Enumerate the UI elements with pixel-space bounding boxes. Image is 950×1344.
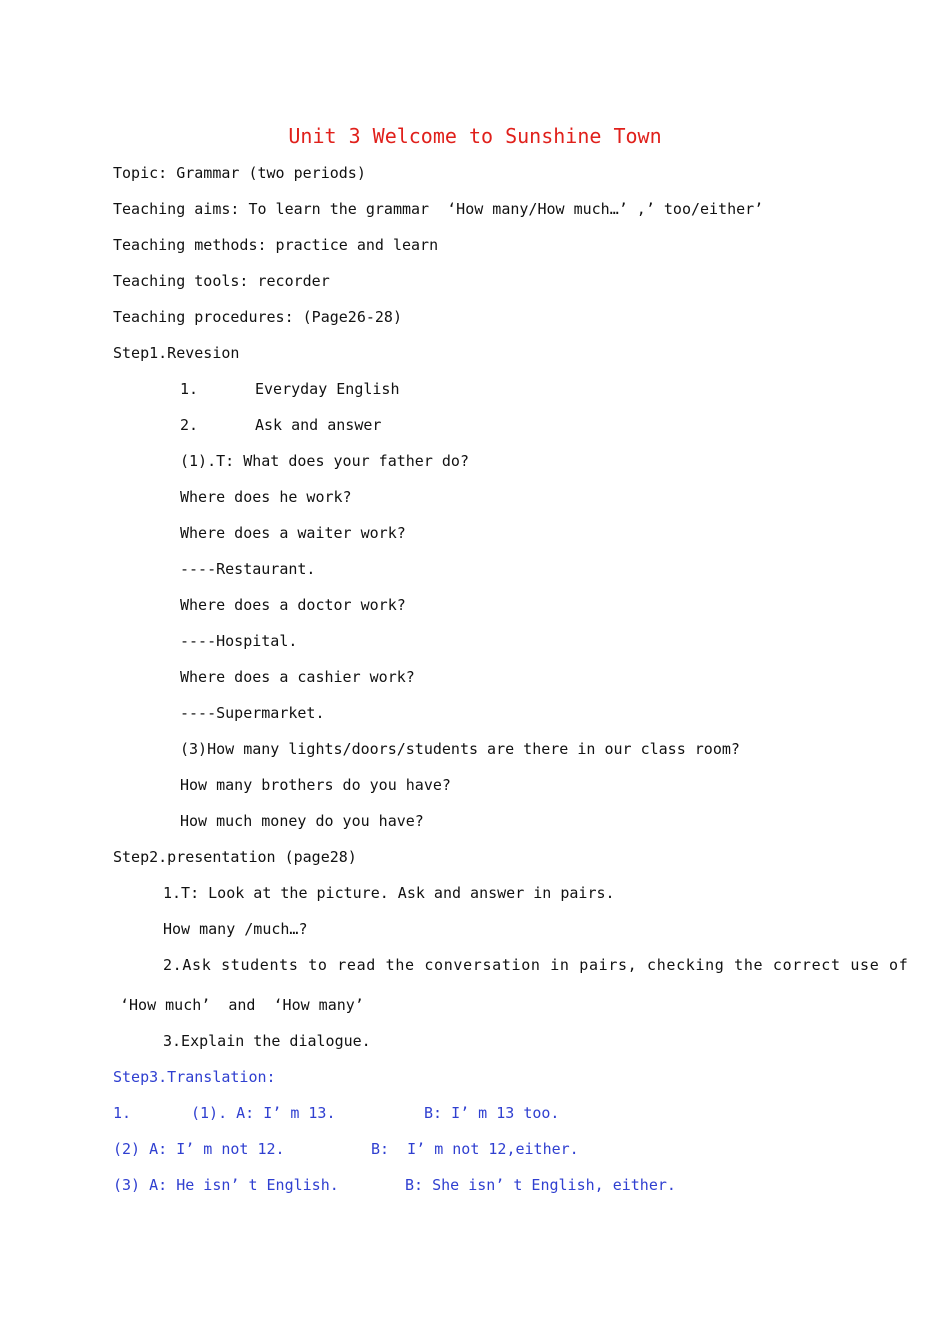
teaching-procedures-line: Teaching procedures: (Page26-28) xyxy=(113,308,402,326)
step1-line: Where does a waiter work? xyxy=(180,524,406,542)
step1-line: How much money do you have? xyxy=(180,812,424,830)
step1-line: Where does a doctor work? xyxy=(180,596,406,614)
step1-item1-number: 1. xyxy=(180,380,199,398)
step3-row1-a: (1). A: I’ m 13. xyxy=(191,1104,336,1122)
step1-line: ----Hospital. xyxy=(180,632,298,650)
step1-line: (1).T: What does your father do? xyxy=(180,452,469,470)
step1-line: (3)How many lights/doors/students are there in our class room? xyxy=(180,740,740,758)
step1-item2-number: 2. xyxy=(180,416,199,434)
step1-heading: Step1.Revesion xyxy=(113,344,240,362)
teaching-tools-line: Teaching tools: recorder xyxy=(113,272,330,290)
topic-line: Topic: Grammar (two periods) xyxy=(113,164,366,182)
step2-line: 2.Ask students to read the conversation in pairs, checking the correct use of xyxy=(163,956,909,974)
step3-row1-number: 1. xyxy=(113,1104,132,1122)
step3-row2-b: B: I’ m not 12,either. xyxy=(371,1140,579,1158)
step3-row1-b: B: I’ m 13 too. xyxy=(424,1104,560,1122)
teaching-methods-line: Teaching methods: practice and learn xyxy=(113,236,439,254)
step1-line: ----Supermarket. xyxy=(180,704,325,722)
step1-item1-text: Everyday English xyxy=(255,380,400,398)
step2-line: 3.Explain the dialogue. xyxy=(163,1032,371,1050)
step1-line: How many brothers do you have? xyxy=(180,776,451,794)
step3-row2-a: (2) A: I’ m not 12. xyxy=(113,1140,285,1158)
step3-row3-a: (3) A: He isn’ t English. xyxy=(113,1176,339,1194)
step1-item2-text: Ask and answer xyxy=(255,416,382,434)
step3-row3-b: B: She isn’ t English, either. xyxy=(405,1176,676,1194)
step1-line: Where does he work? xyxy=(180,488,352,506)
step1-line: Where does a cashier work? xyxy=(180,668,415,686)
step1-line: ----Restaurant. xyxy=(180,560,316,578)
step3-heading: Step3.Translation: xyxy=(113,1068,276,1086)
teaching-aims-line: Teaching aims: To learn the grammar ‘How many/How much…’ ,’ too/either’ xyxy=(113,200,764,218)
step2-line: 1.T: Look at the picture. Ask and answer in pairs. xyxy=(163,884,615,902)
document-title: Unit 3 Welcome to Sunshine Town xyxy=(288,124,662,148)
step2-line: How many /much…? xyxy=(163,920,308,938)
step2-line: ‘How much’ and ‘How many’ xyxy=(120,996,364,1014)
step2-heading: Step2.presentation (page28) xyxy=(113,848,357,866)
